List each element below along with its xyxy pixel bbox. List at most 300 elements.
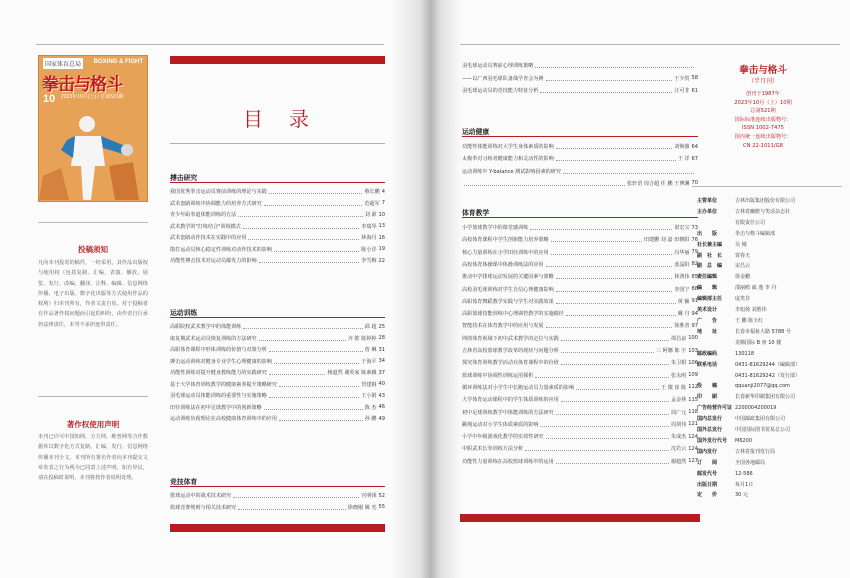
- toc-entry-title: 羽毛球运动员体能训练的重要性与实施策略: [170, 393, 267, 399]
- toc-entry[interactable]: [462, 86, 698, 95]
- toc-entry-author: 范超军: [364, 200, 380, 207]
- toc-entry[interactable]: [462, 154, 698, 163]
- toc-entry-page: 43: [378, 392, 385, 399]
- toc-entry[interactable]: [462, 167, 698, 176]
- toc-leader: [540, 88, 672, 93]
- toc-entry-page: 94: [691, 310, 698, 317]
- toc-leader: [269, 347, 363, 352]
- toc-entry[interactable]: [462, 457, 698, 466]
- toc-entry-author: 田建鹏 刘 嘉 田朝阳: [643, 237, 690, 244]
- toc-entry-title: 探究体育训练教学活动在体育课程中的价值: [462, 360, 559, 367]
- credit-row: [697, 480, 837, 491]
- credit-key: 邮政编码: [697, 350, 718, 357]
- credit-value: 宋昌云: [735, 263, 751, 270]
- credit-key: 定 价: [697, 492, 718, 499]
- toc-leader: [561, 360, 669, 365]
- credit-row: [697, 392, 837, 403]
- toc-entry-page: 124: [688, 445, 698, 452]
- toc-entry-title: 高职篮球技能训练中心理调控教学的实施路径: [462, 311, 564, 318]
- toc-leader: [556, 156, 676, 161]
- toc-entry[interactable]: [462, 371, 698, 380]
- toc-entry[interactable]: [170, 491, 385, 500]
- credit-key: [697, 338, 735, 349]
- toc-entry[interactable]: [462, 444, 698, 453]
- toc-entry-author: 朱成杰: [670, 434, 687, 441]
- toc-entry[interactable]: [462, 321, 698, 330]
- masthead-info: [700, 90, 826, 150]
- toc-entry[interactable]: [462, 420, 698, 429]
- credit-row: [697, 469, 837, 480]
- toc-entry-author: 李雪梅: [361, 258, 377, 264]
- toc-entry-page: 55: [378, 504, 385, 510]
- toc-entry-author: 林鸿伟: [674, 274, 690, 281]
- toc-entry[interactable]: [170, 345, 385, 354]
- toc-entry-page: 82: [691, 261, 698, 268]
- toc-entry-title: 运动训练中 Y-balance 测试影响因素的研究: [462, 168, 561, 175]
- credit-value: 中国邮政集团有限公司: [735, 416, 786, 423]
- toc-entry-page: 70: [691, 180, 698, 187]
- toc-leader: [546, 434, 669, 439]
- toc-entry-author: 孟金林: [670, 397, 687, 404]
- cover-athlete-illustration: [39, 106, 148, 202]
- credit-row: [697, 283, 837, 294]
- toc-leader: [546, 323, 673, 328]
- toc-entry[interactable]: [170, 380, 385, 389]
- toc-entry[interactable]: [462, 309, 698, 318]
- credit-row: [697, 371, 837, 382]
- toc-entry[interactable]: [462, 74, 698, 83]
- toc-section-rule: [462, 136, 698, 137]
- toc-entry-page: 10: [378, 211, 385, 218]
- credit-row: [697, 218, 837, 229]
- toc-entry-title: 搏击运动训练对健身专业学生心理健康的影响: [170, 358, 272, 365]
- toc-leader: [535, 63, 694, 68]
- toc-entry[interactable]: [170, 245, 385, 254]
- toc-entry-author: 朱卫娟: [670, 360, 687, 367]
- credit-value: 12-586: [735, 470, 753, 477]
- toc-entry[interactable]: [462, 142, 698, 151]
- toc-entry-author: 刘 源: [364, 212, 377, 218]
- toc-entry-author: 沈若云: [670, 446, 687, 453]
- toc-leader: [556, 459, 669, 464]
- credit-row: [697, 196, 837, 207]
- toc-entry-page: 22: [378, 257, 385, 264]
- toc-section-label: 搏击研究: [170, 174, 198, 182]
- credit-key: 国外总发行: [697, 427, 723, 434]
- toc-leader: [248, 235, 359, 240]
- toc-entry-author: 三 阿娜 陈 宇: [655, 348, 687, 354]
- toc-leader: [264, 201, 363, 206]
- toc-entry-author: 杨道然 谢英家 陈素娥: [327, 370, 377, 376]
- credit-row: [697, 229, 837, 240]
- toc-leader: [264, 405, 363, 410]
- toc-entry-title: 武术套路训练中协调能力的培养方式研究: [170, 200, 262, 207]
- toc-entry-page: 31: [378, 346, 385, 353]
- credit-row: [697, 349, 837, 360]
- toc-entry-title: 吉林省高校篮球教学改革的现状与问题分析: [462, 348, 559, 354]
- credit-key: 联系电话: [697, 361, 718, 368]
- toc-entry-author: 邱 超: [364, 324, 377, 330]
- toc-entry[interactable]: [462, 346, 698, 355]
- toc-leader: [269, 189, 363, 194]
- masthead-title: 拳击与格斗: [739, 65, 787, 76]
- toc-leader: [279, 382, 359, 387]
- toc-leader: [561, 397, 669, 402]
- credit-value: 吉林省报刊发行局: [735, 448, 776, 455]
- masthead-line: ISSN 1002-7475: [742, 125, 784, 132]
- toc-entry-title: 武术套路动作技术在实践中的应用: [170, 235, 247, 241]
- copyright-notice-body: 本刊已许可中国知网、万方网、维普网等合作数据库以数字化方式复制、汇编、发行、信息网络传播本刊全文。本刊所有署名作者向本刊提交文章发表之行为视为已同意上述声明。如有异议，请在投稿时说明，本刊将按作者说明处理。: [38, 434, 148, 482]
- toc-section-label: 竞技体育: [170, 478, 198, 486]
- toc-entry-page: 13: [378, 223, 385, 229]
- toc-entry-title: ——以广西羽毛球队备战学青会为例: [462, 75, 544, 82]
- credit-row: [697, 316, 837, 327]
- toc-leader: [233, 493, 359, 498]
- toc-entry[interactable]: [170, 233, 385, 242]
- credit-value: 30 元: [735, 492, 748, 499]
- credit-value: 0431-81629244（编辑部）: [735, 361, 800, 368]
- toc-section-label: 运动健康: [462, 128, 490, 136]
- credit-value: 龙腾国际 B 座 10 楼: [735, 339, 782, 346]
- toc-entry-author: 詹 琳: [364, 347, 377, 353]
- masthead-rule: [692, 186, 842, 187]
- toc-leader: [238, 505, 346, 510]
- toc-entry-title: 排球运动中的战术技术研究: [170, 493, 232, 499]
- credit-key: 国外发行代号: [697, 437, 728, 444]
- toc-leader: [238, 212, 362, 217]
- toc-entry-page: 112: [688, 384, 698, 391]
- toc-entry-page: 79: [691, 249, 698, 256]
- toc-top-red-bar: [170, 56, 385, 64]
- toc-entry[interactable]: [462, 432, 698, 441]
- toc-leader: [279, 416, 363, 421]
- toc-leader: [530, 225, 672, 230]
- toc-entry-page: 25: [378, 323, 385, 330]
- toc-entry[interactable]: [170, 357, 385, 366]
- toc-entry-page: 85: [691, 273, 698, 280]
- toc-entry-page: 121: [688, 421, 698, 428]
- toc-entry-page: 61: [691, 87, 698, 94]
- credit-key: 出版日期: [697, 481, 718, 488]
- toc-entry-title: 高校羽毛球训练对学生自信心理健康影响: [462, 286, 554, 293]
- credit-key: 美术设计: [697, 307, 718, 314]
- toc-entry-author: 张轩语 周合超 任 鹏 王博渊: [627, 180, 690, 187]
- submission-notice-title: 投稿须知: [78, 245, 108, 254]
- toc-entry-author: 管建钢: [361, 381, 377, 388]
- toc-entry-author: 周剑伟: [670, 421, 687, 428]
- magazine-cover: [38, 55, 148, 202]
- toc-leader: [274, 247, 359, 252]
- toc-entry-title: 核心力量训练在小学田径训练中的应用: [462, 249, 549, 256]
- toc-entry-page: 7: [381, 200, 385, 206]
- toc-entry-page: 97: [691, 322, 698, 329]
- credit-row: [697, 447, 837, 458]
- toc-entry[interactable]: [170, 368, 385, 377]
- submission-notice-body: 凡向本刊投寄的稿件，一经采用，其作品出版权与使用权（包括复制、汇编、表演、播放、展览、发行、改编、翻译、注释、编辑、信息网络传播、电子出版、数字化出版等方式使用作品的权利）归本刊所有，作者文责自负。对于投稿者有作品著作权问题而引起的纠纷，由作者自行承担法律责任，本刊不承担连带责任。: [38, 260, 148, 328]
- credit-value: 有限责任公司: [735, 219, 766, 226]
- right-top-rule: [460, 44, 840, 45]
- toc-entry-author: 宫明钱: [361, 493, 377, 499]
- toc-entry-author: 周广元: [670, 409, 687, 416]
- masthead-line: 国内统一连续出版物号：: [734, 133, 792, 140]
- credit-value: 贾春天: [735, 252, 751, 259]
- toc-entry-author: 徐晓刚 姚 光: [347, 504, 377, 511]
- credit-value: 每月1日: [735, 481, 754, 488]
- toc-entry-page: 19: [378, 246, 385, 252]
- credit-row: [697, 251, 837, 262]
- toc-entry-title: 高职体育课程中形体训练的价值与对策分析: [170, 347, 267, 353]
- toc-section-rule: [462, 217, 698, 218]
- toc-section-rule: [170, 317, 385, 318]
- toc-entry-title: 小学中年级游戏化教学的实效性研究: [462, 434, 544, 441]
- toc-entry-author: 姜晶阳: [674, 261, 690, 268]
- credit-value: 长春新华印刷集团有限公司: [735, 394, 796, 401]
- toc-section-label: 运动训练: [170, 309, 198, 317]
- toc-entry-author: 李国宁: [674, 286, 690, 293]
- toc-entry[interactable]: [170, 403, 385, 412]
- toc-entry[interactable]: [462, 235, 698, 244]
- toc-entry-page: 4: [381, 188, 385, 195]
- credit-row: [697, 261, 837, 272]
- credit-row: [697, 338, 837, 349]
- masthead-line: 国际标准连续出版物号：: [734, 116, 792, 123]
- credit-key: 投 稿: [697, 383, 718, 390]
- credit-key: [697, 371, 735, 382]
- toc-leader: [556, 299, 676, 304]
- toc-leader: [243, 324, 362, 329]
- toc-entry[interactable]: [170, 256, 385, 265]
- toc-entry[interactable]: [462, 395, 698, 404]
- toc-entry-title: 网络体育视域下初中武术教学的定位与实践: [462, 335, 559, 342]
- cover-brand-top: 国家体育总局: [43, 58, 83, 69]
- toc-entry[interactable]: [170, 391, 385, 400]
- toc-entry-title: 中职武术长拳训练方法分析: [462, 446, 524, 453]
- toc-leader: [556, 410, 669, 415]
- credit-value: qquanji2077@qq.com: [735, 383, 790, 390]
- credit-row: [697, 414, 837, 425]
- credit-key: 印 刷: [697, 394, 718, 401]
- masthead-line: 创刊于1987年: [746, 91, 780, 97]
- toc-entry-author: 陈 杰: [364, 404, 377, 411]
- credit-value: 吉林省幽默与笑话杂志社: [735, 208, 791, 215]
- toc-leader: [561, 348, 654, 353]
- credit-row: [697, 305, 837, 316]
- top-rule: [36, 44, 384, 45]
- toc-entry-author: 张永明: [670, 372, 687, 379]
- toc-entry[interactable]: [462, 223, 698, 232]
- masthead-subtitle: （半月刊）: [747, 78, 778, 85]
- toc-entry-title: 跳绳运动对小学生体质素质的影响: [462, 421, 539, 428]
- cover-logo: 拳击与格斗: [42, 75, 122, 95]
- toc-entry-author: 汪可非: [674, 88, 690, 94]
- toc-entry-author: 冯华丽: [674, 249, 690, 256]
- credit-row: [697, 436, 837, 447]
- credit-value: 中国国际图书贸易总公司: [735, 427, 791, 434]
- toc-leader: [274, 359, 359, 364]
- toc-entry[interactable]: [170, 322, 385, 331]
- toc-entry[interactable]: [170, 187, 385, 196]
- toc-entry-page: 34: [378, 358, 385, 364]
- toc-entry[interactable]: [462, 260, 698, 269]
- credit-row: [697, 240, 837, 251]
- credit-key: 国内总发行: [697, 416, 723, 423]
- toc-entry-title: 高校体育课程中学生创新能力培养策略: [462, 237, 549, 244]
- toc-entry-page: 124: [688, 433, 698, 440]
- credit-key: 地 址: [697, 328, 718, 335]
- note-rule-1: [38, 222, 148, 223]
- toc-leader: [269, 393, 359, 398]
- toc-heading: 目录: [243, 107, 335, 131]
- toc-entry[interactable]: [462, 358, 698, 367]
- toc-entry[interactable]: [462, 408, 698, 417]
- credit-value: 全国各地邮局: [735, 459, 766, 466]
- credit-row: [697, 490, 837, 501]
- toc-entry-title: 基于大学体育训练教学的健康素养提升策略研究: [170, 381, 277, 388]
- toc-entry-title: 我国优秀拳击运动员赛前训练的理论与实践: [170, 189, 267, 195]
- toc-leader: [551, 250, 673, 255]
- toc-entry-page: 88: [691, 286, 698, 292]
- credit-value: M6200: [735, 437, 753, 444]
- toc-entry-title: 大学体育运动课程中的学生体质训练的应用: [462, 397, 559, 404]
- credit-key: 订 阅: [697, 459, 718, 466]
- toc-leader: [576, 385, 659, 390]
- toc-entry-author: 陈小洋: [361, 246, 377, 253]
- toc-leader: [464, 181, 625, 186]
- credit-key: 主管单位: [697, 198, 718, 204]
- toc-entry[interactable]: [462, 272, 698, 281]
- credit-key: 责任编辑: [697, 274, 718, 281]
- credit-value: 长春市福祉大路 5788 号: [735, 328, 791, 335]
- toc-leader: [566, 311, 676, 316]
- toc-entry-author: 谢超然: [670, 458, 687, 465]
- credit-row: [697, 403, 837, 414]
- credit-key: 编 辑: [697, 285, 718, 292]
- toc-entry-author: 于海平: [361, 358, 377, 365]
- toc-entry-title: 太极拳对习练者健康能力和灵活性的影响: [462, 156, 554, 163]
- toc-entry-title: 篮球训练中协调性训练运用探析: [462, 372, 534, 379]
- credit-key: 副 社 长: [697, 252, 723, 259]
- credit-value: 2200004200019: [735, 405, 777, 412]
- toc-entry-page: 58: [691, 75, 698, 81]
- toc-leader: [259, 258, 360, 263]
- toc-entry-title: 功能性力量训练在高校篮球训练中的运用: [462, 458, 554, 465]
- toc-entry-page: 100: [688, 335, 698, 342]
- toc-entry-author: 林海丹: [361, 235, 377, 241]
- credit-key: 邮发代号: [697, 470, 718, 477]
- toc-entry-page: 76: [691, 236, 698, 243]
- toc-entry-title: 高职院校武术教学中的体能训练: [170, 324, 242, 330]
- toc-entry-title: 散打运动员核心稳定性训练对动作技术的影响: [170, 246, 272, 253]
- credit-key: [697, 218, 735, 229]
- credit-row: [697, 207, 837, 218]
- toc-entry-page: 73: [691, 224, 698, 231]
- toc-entry-title: 循环训练法对小学生中长跑运动员力量素质的影响: [462, 384, 575, 391]
- credit-value: 庞笑非: [735, 296, 751, 303]
- masthead-line: 总第521期: [750, 108, 776, 115]
- toc-bottom-red-bar: [170, 524, 385, 532]
- toc-entry[interactable]: [170, 199, 385, 208]
- toc-entry-page: 28: [378, 335, 385, 341]
- toc-entry-page: 67: [691, 155, 698, 162]
- toc-entry-author: 谌宏宝: [674, 225, 690, 231]
- toc-entry-author: 齐 皓 陈婷婷: [347, 335, 377, 342]
- toc-entry-author: 刘焕薇: [674, 144, 690, 150]
- toc-entry[interactable]: [170, 222, 385, 231]
- toc-entry[interactable]: [170, 210, 385, 219]
- toc-entry-author: 李瑞琴: [361, 223, 377, 230]
- toc-entry[interactable]: [462, 179, 698, 188]
- cover-brand-en: BOXING & FIGHT: [93, 59, 143, 65]
- toc-entry-page: 91: [691, 298, 698, 305]
- toc-entry-author: 于少贺: [674, 75, 690, 82]
- toc-entry[interactable]: [462, 61, 698, 70]
- toc-leader: [563, 169, 694, 174]
- credit-value: 邵丽鸥 戚 逸 李 丹: [735, 285, 777, 292]
- toc-entry-page: 49: [378, 415, 385, 422]
- toc-entry-author: 蔡长鹏: [364, 189, 380, 195]
- toc-leader: [546, 262, 673, 267]
- credit-key: 社长兼主编: [697, 241, 723, 248]
- toc-entry[interactable]: [170, 503, 385, 512]
- toc-entry-author: 谭昌奋: [670, 335, 687, 342]
- credit-value: 吉林出版集团股份有限公司: [735, 198, 796, 204]
- toc-section-rule: [170, 486, 385, 487]
- toc-entry-title: 青少年跆拳道体能训练的方法: [170, 212, 237, 218]
- credit-key: 广告经营许可证: [697, 405, 733, 412]
- copyright-notice-title: 著作权使用声明: [66, 420, 120, 429]
- credit-value: 0431-81629242（发行部）: [735, 372, 800, 379]
- toc-entry[interactable]: [170, 414, 385, 423]
- toc-section-label: 体育教学: [462, 209, 490, 217]
- toc-entry-title: 羽毛球运动员的竞技能力特征分析: [462, 88, 539, 94]
- toc-right-bottom-red-bar: [460, 514, 700, 522]
- credit-row: [697, 381, 837, 392]
- toc-entry[interactable]: [462, 285, 698, 294]
- toc-entry-title: 田径训练法在初中足球教学中的创新策略: [170, 404, 262, 411]
- toc-entry-title: 功能性搏击技术对运动员爆发力的影响: [170, 258, 257, 264]
- toc-entry-page: 37: [378, 369, 385, 376]
- toc-leader: [535, 373, 669, 378]
- toc-entry[interactable]: [462, 334, 698, 343]
- credit-row: [697, 327, 837, 338]
- credit-key: 副 总 编: [697, 263, 723, 270]
- toc-entry-title: 康复期武术运动员恢复训练的方法研究: [170, 335, 257, 342]
- credit-value: 130118: [735, 350, 755, 357]
- toc-heading-rule: [170, 143, 385, 144]
- masthead-line: CN 22-1011/G8: [743, 142, 783, 149]
- toc-entry-author: 徐胜者: [674, 323, 690, 330]
- toc-entry[interactable]: [462, 248, 698, 257]
- toc-entry-author: 戴 丹: [677, 311, 690, 318]
- toc-entry-title: 初中足球训练教学中体能训练的方法研究: [462, 409, 554, 416]
- toc-entry-page: 16: [378, 234, 385, 241]
- credit-row: [697, 458, 837, 469]
- toc-leader: [540, 422, 669, 427]
- toc-entry-title: 高校体育体操课中体操训练法的应用: [462, 261, 544, 268]
- toc-leader: [556, 287, 673, 292]
- toc-entry-page: 118: [688, 409, 698, 415]
- toc-entry[interactable]: [170, 334, 385, 343]
- credit-value: 吴 刚: [735, 241, 747, 248]
- toc-leader: [561, 336, 669, 341]
- credit-row: [697, 272, 837, 283]
- toc-entry-page: 52: [378, 492, 385, 499]
- toc-entry-author: 黄 颖: [677, 298, 690, 305]
- credit-value: 拳击与格斗编辑部: [735, 230, 776, 237]
- toc-entry[interactable]: [462, 297, 698, 306]
- toc-entry[interactable]: [462, 383, 698, 392]
- toc-entry-title: 智能技术在体育教学中的应用与发展: [462, 323, 544, 330]
